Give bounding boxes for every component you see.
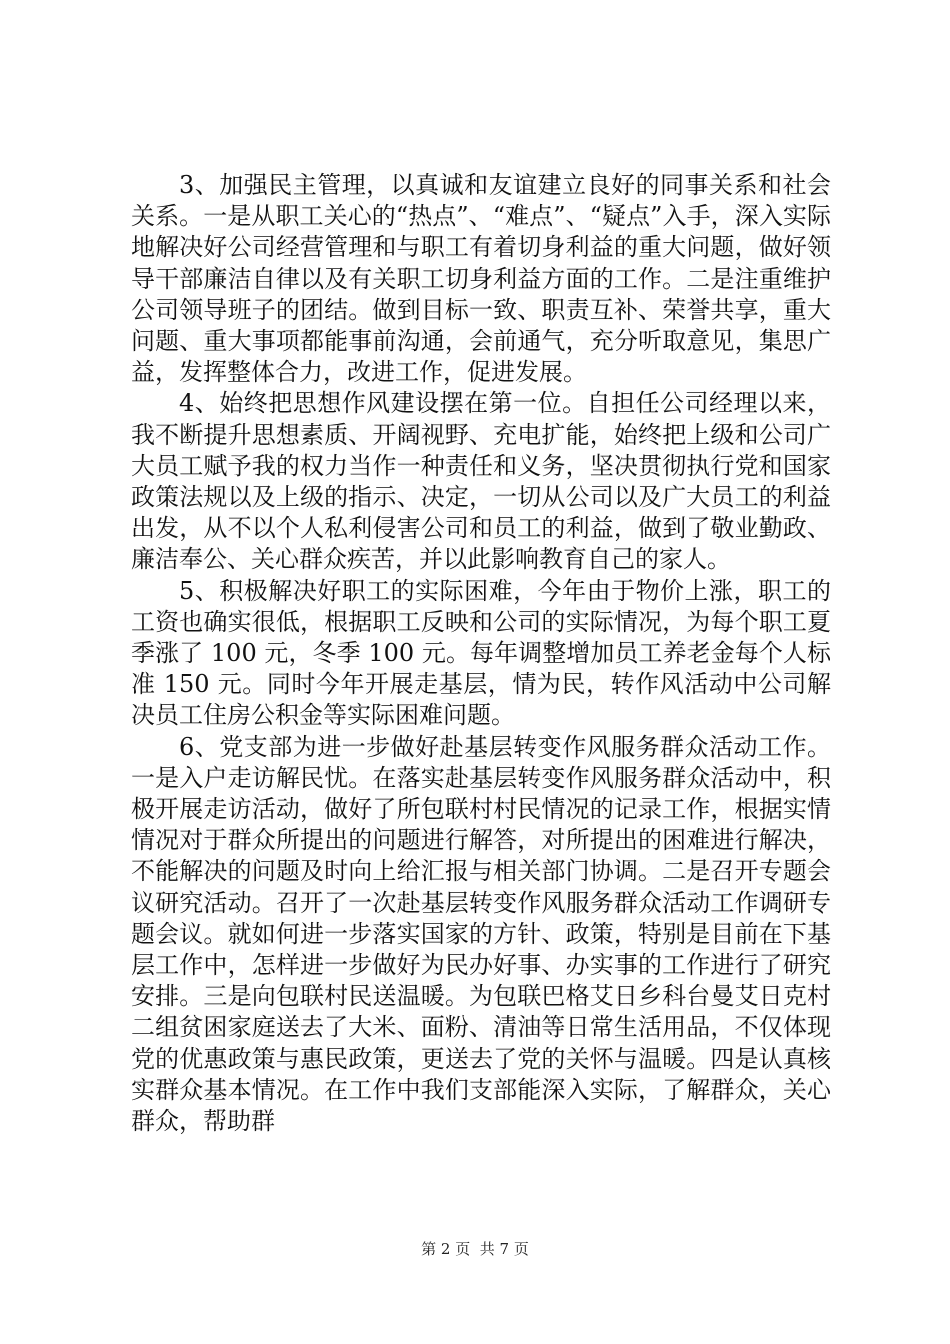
paragraph-6: 6、党支部为进一步做好赴基层转变作风服务群众活动工作。一是入户走访解民忧。在落实赴基层转变作风服务群众活动中，积极开展走访活动，做好了所包联村村民情况的记录工作，根据实情情况对于群众所提出的问题进行解答，对所提出的困难进行解决，不能解决的问题及时向上给汇报与相关部门协调。二是召开专题会议研究活动。召开了一次赴基层转变作风服务群众活动工作调研专题会议。就如何进一步落实国家的方针、政策，特别是目前在下基层工作中，怎样进一步做好为民办好事、办实事的工作进行了研究安排。三是向包联村民送温暖。为包联巴格艾日乡科台曼艾日克村二组贫困家庭送去了大米、面粉、清油等日常生活用品，不仅体现党的优惠政策与惠民政策，更送去了党的关怀与温暖。四是认真核实群众基本情况。在工作中我们支部能深入实际，了解群众，关心群众，帮助群 — [131, 732, 831, 1136]
page-footer — [0, 1239, 950, 1259]
page-number-label: 第 2 页 共 7 页 — [421, 1240, 529, 1258]
paragraph-3: 3、加强民主管理，以真诚和友谊建立良好的同事关系和社会关系。一是从职工关心的“热点”、“难点”、“疑点”入手，深入实际地解决好公司经营管理和与职工有着切身利益的重大问题，做好领导干部廉洁自律以及有关职工切身利益方面的工作。二是注重维护公司领导班子的团结。做到目标一致、职责互补、荣誉共享，重大问题、重大事项都能事前沟通，会前通气，充分听取意见，集思广益，发挥整体合力，改进工作，促进发展。 — [131, 171, 831, 387]
document-body — [131, 170, 831, 1137]
paragraph-5: 5、积极解决好职工的实际困难，今年由于物价上涨，职工的工资也确实很低，根据职工反映和公司的实际情况，为每个职工夏季涨了 100 元，冬季 100 元。每年调整增加员工养老金每个人标准 150 元。同时今年开展走基层，情为民，转作风活动中公司解决员工住房公积金等实际困难问题。 — [131, 576, 831, 730]
paragraph-4: 4、始终把思想作风建设摆在第一位。自担任公司经理以来，我不断提升思想素质、开阔视野、充电扩能，始终把上级和公司广大员工赋予我的权力当作一种责任和义务，坚决贯彻执行党和国家政策法规以及上级的指示、决定，一切从公司以及广大员工的利益出发，从不以个人私利侵害公司和员工的利益，做到了敬业勤政、廉洁奉公、关心群众疾苦，并以此影响教育自己的家人。 — [131, 389, 831, 574]
